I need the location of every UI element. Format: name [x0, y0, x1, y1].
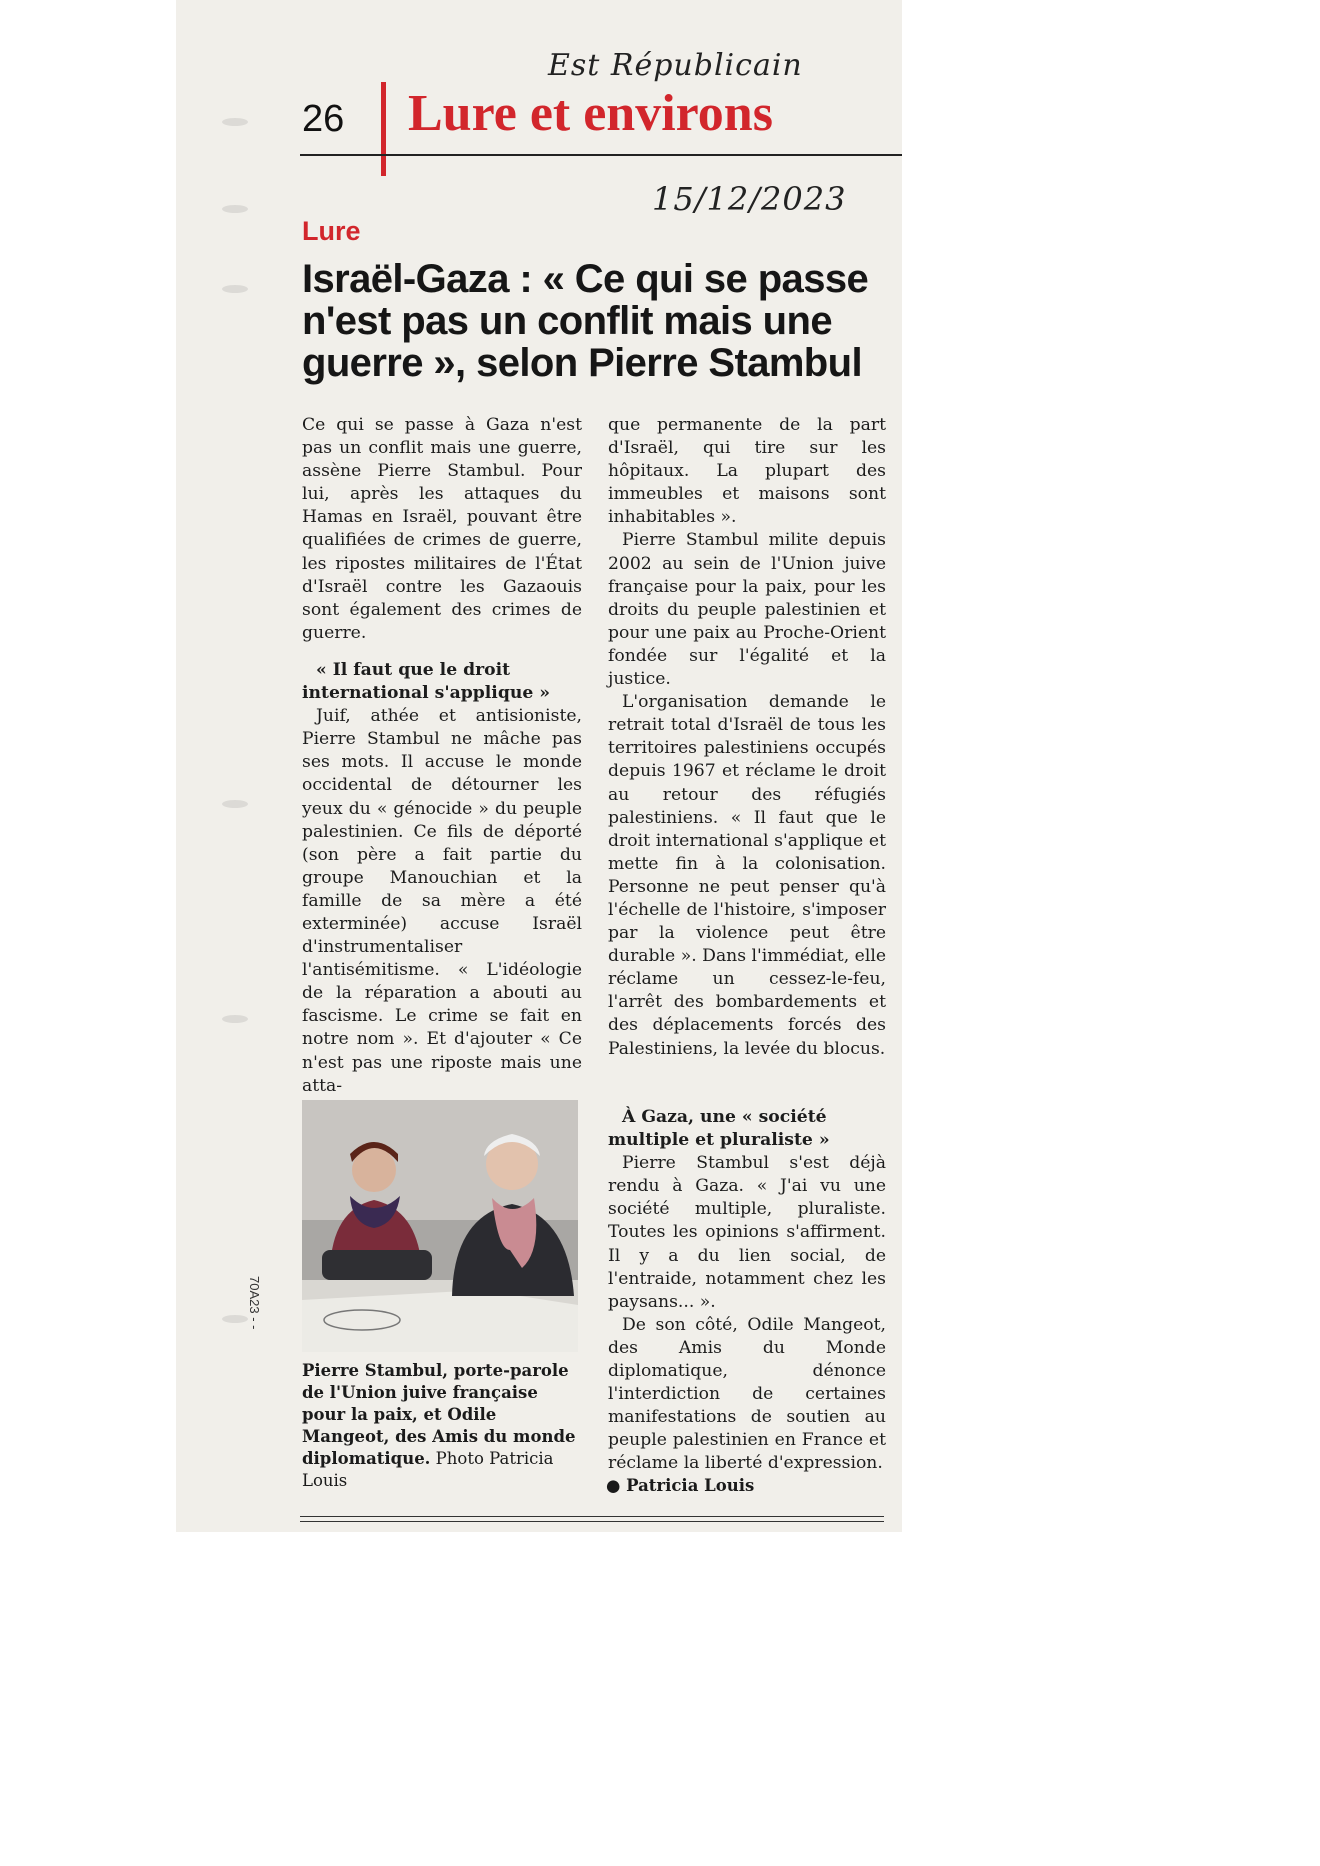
article-paragraph: Pierre Stambul milite depuis 2002 au sein de l'Union juive française pour la paix, pour les droits du peuple palestinien et pour une paix au Proche-Orient fondée sur l'égalité et la justice. — [608, 530, 886, 690]
footer-rule — [300, 1516, 884, 1517]
caption-text: Pierre Stambul, porte-parole de l'Union juive française pour la paix, et Odile Mangeot, des Amis du monde diplomatique. — [302, 1361, 576, 1468]
handwritten-date-note: 15/12/2023 — [652, 180, 847, 218]
article-intro: Ce qui se passe à Gaza n'est pas un conflit mais une guerre, assène Pierre Stambul. Pour lui, après les attaques du Hamas en Israël, pouvant être qualifiées de crimes de guerre, les ripostes militaires de l'État d'Israël contre les Gazaouis sont également des crimes de guerre. — [302, 415, 582, 643]
article-paragraph: L'organisation demande le retrait total d'Israël de tous les territoires palestiniens occupés depuis 1967 et réclame le droit au retour des réfugiés palestiniens. « Il faut que le droit international s'applique et mette fin à la colonisation. Personne ne peut penser qu'à l'échelle de l'histoire, s'imposer par la violence peut être durable ». Dans l'immédiat, elle réclame un cessez-le-feu, l'arrêt des bombardements et des déplacements forcés des Palestiniens, la levée du blocus. — [608, 692, 886, 1059]
binder-hole-mark — [222, 205, 248, 213]
binder-hole-mark — [222, 800, 248, 808]
article-photo — [302, 1100, 578, 1352]
handwritten-source-note: Est Républicain — [548, 48, 803, 83]
header-rule — [300, 154, 902, 156]
article-column-2-lower — [608, 1106, 886, 1476]
binder-hole-mark — [222, 1315, 248, 1323]
article-headline: Israël-Gaza : « Ce qui se passe n'est pas un conflit mais une guerre », selon Pierre Stambul — [302, 257, 869, 385]
page-number: 26 — [302, 98, 345, 140]
article-column-2 — [608, 414, 886, 1061]
article-paragraph: Pierre Stambul s'est déjà rendu à Gaza. « J'ai vu une société multiple, pluraliste. Toutes les opinions s'affirment. Il y a du lien social, de l'entraide, notamment chez les paysans... ». — [608, 1153, 886, 1312]
caption-credit: Photo Patricia Louis — [302, 1449, 554, 1490]
article-paragraph: Juif, athée et antisioniste, Pierre Stambul ne mâche pas ses mots. Il accuse le monde occidental de détourner les yeux du « génocide » du peuple palestinien. Ce fils de déporté (son père a fait partie du groupe Manouchian et la famille de sa mère a été exterminée) accuse Israël d'instrumentaliser l'antisémitisme. « L'idéologie de la réparation a abouti au fascisme. Le crime se fait en notre nom ». Et d'ajouter « Ce n'est pas une riposte mais une atta- — [302, 706, 582, 1096]
photo-caption — [302, 1360, 582, 1492]
footer-rule — [300, 1521, 884, 1522]
article-subhead: À Gaza, une « société multiple et pluraliste » — [608, 1107, 830, 1151]
reference-code: 70A23 - - — [247, 1276, 262, 1330]
article-kicker: Lure — [302, 216, 361, 246]
article-paragraph: que permanente de la part d'Israël, qui tire sur les hôpitaux. La plupart des immeubles et maisons sont inhabitables ». — [608, 415, 886, 528]
binder-hole-mark — [222, 285, 248, 293]
binder-hole-mark — [222, 118, 248, 126]
article-subhead: « Il faut que le droit international s'applique » — [302, 659, 551, 704]
article-column-1 — [302, 414, 582, 1098]
article-byline: ● Patricia Louis — [606, 1476, 755, 1495]
article-paragraph: De son côté, Odile Mangeot, des Amis du Monde diplomatique, dénonce l'interdiction de certaines manifestations de soutien au peuple palestinien en France et réclame la liberté d'expression. — [608, 1314, 886, 1474]
binder-hole-mark — [222, 1015, 248, 1023]
section-title: Lure et environs — [408, 85, 773, 142]
section-divider-bar — [381, 82, 386, 176]
photo-illustration — [302, 1100, 578, 1352]
